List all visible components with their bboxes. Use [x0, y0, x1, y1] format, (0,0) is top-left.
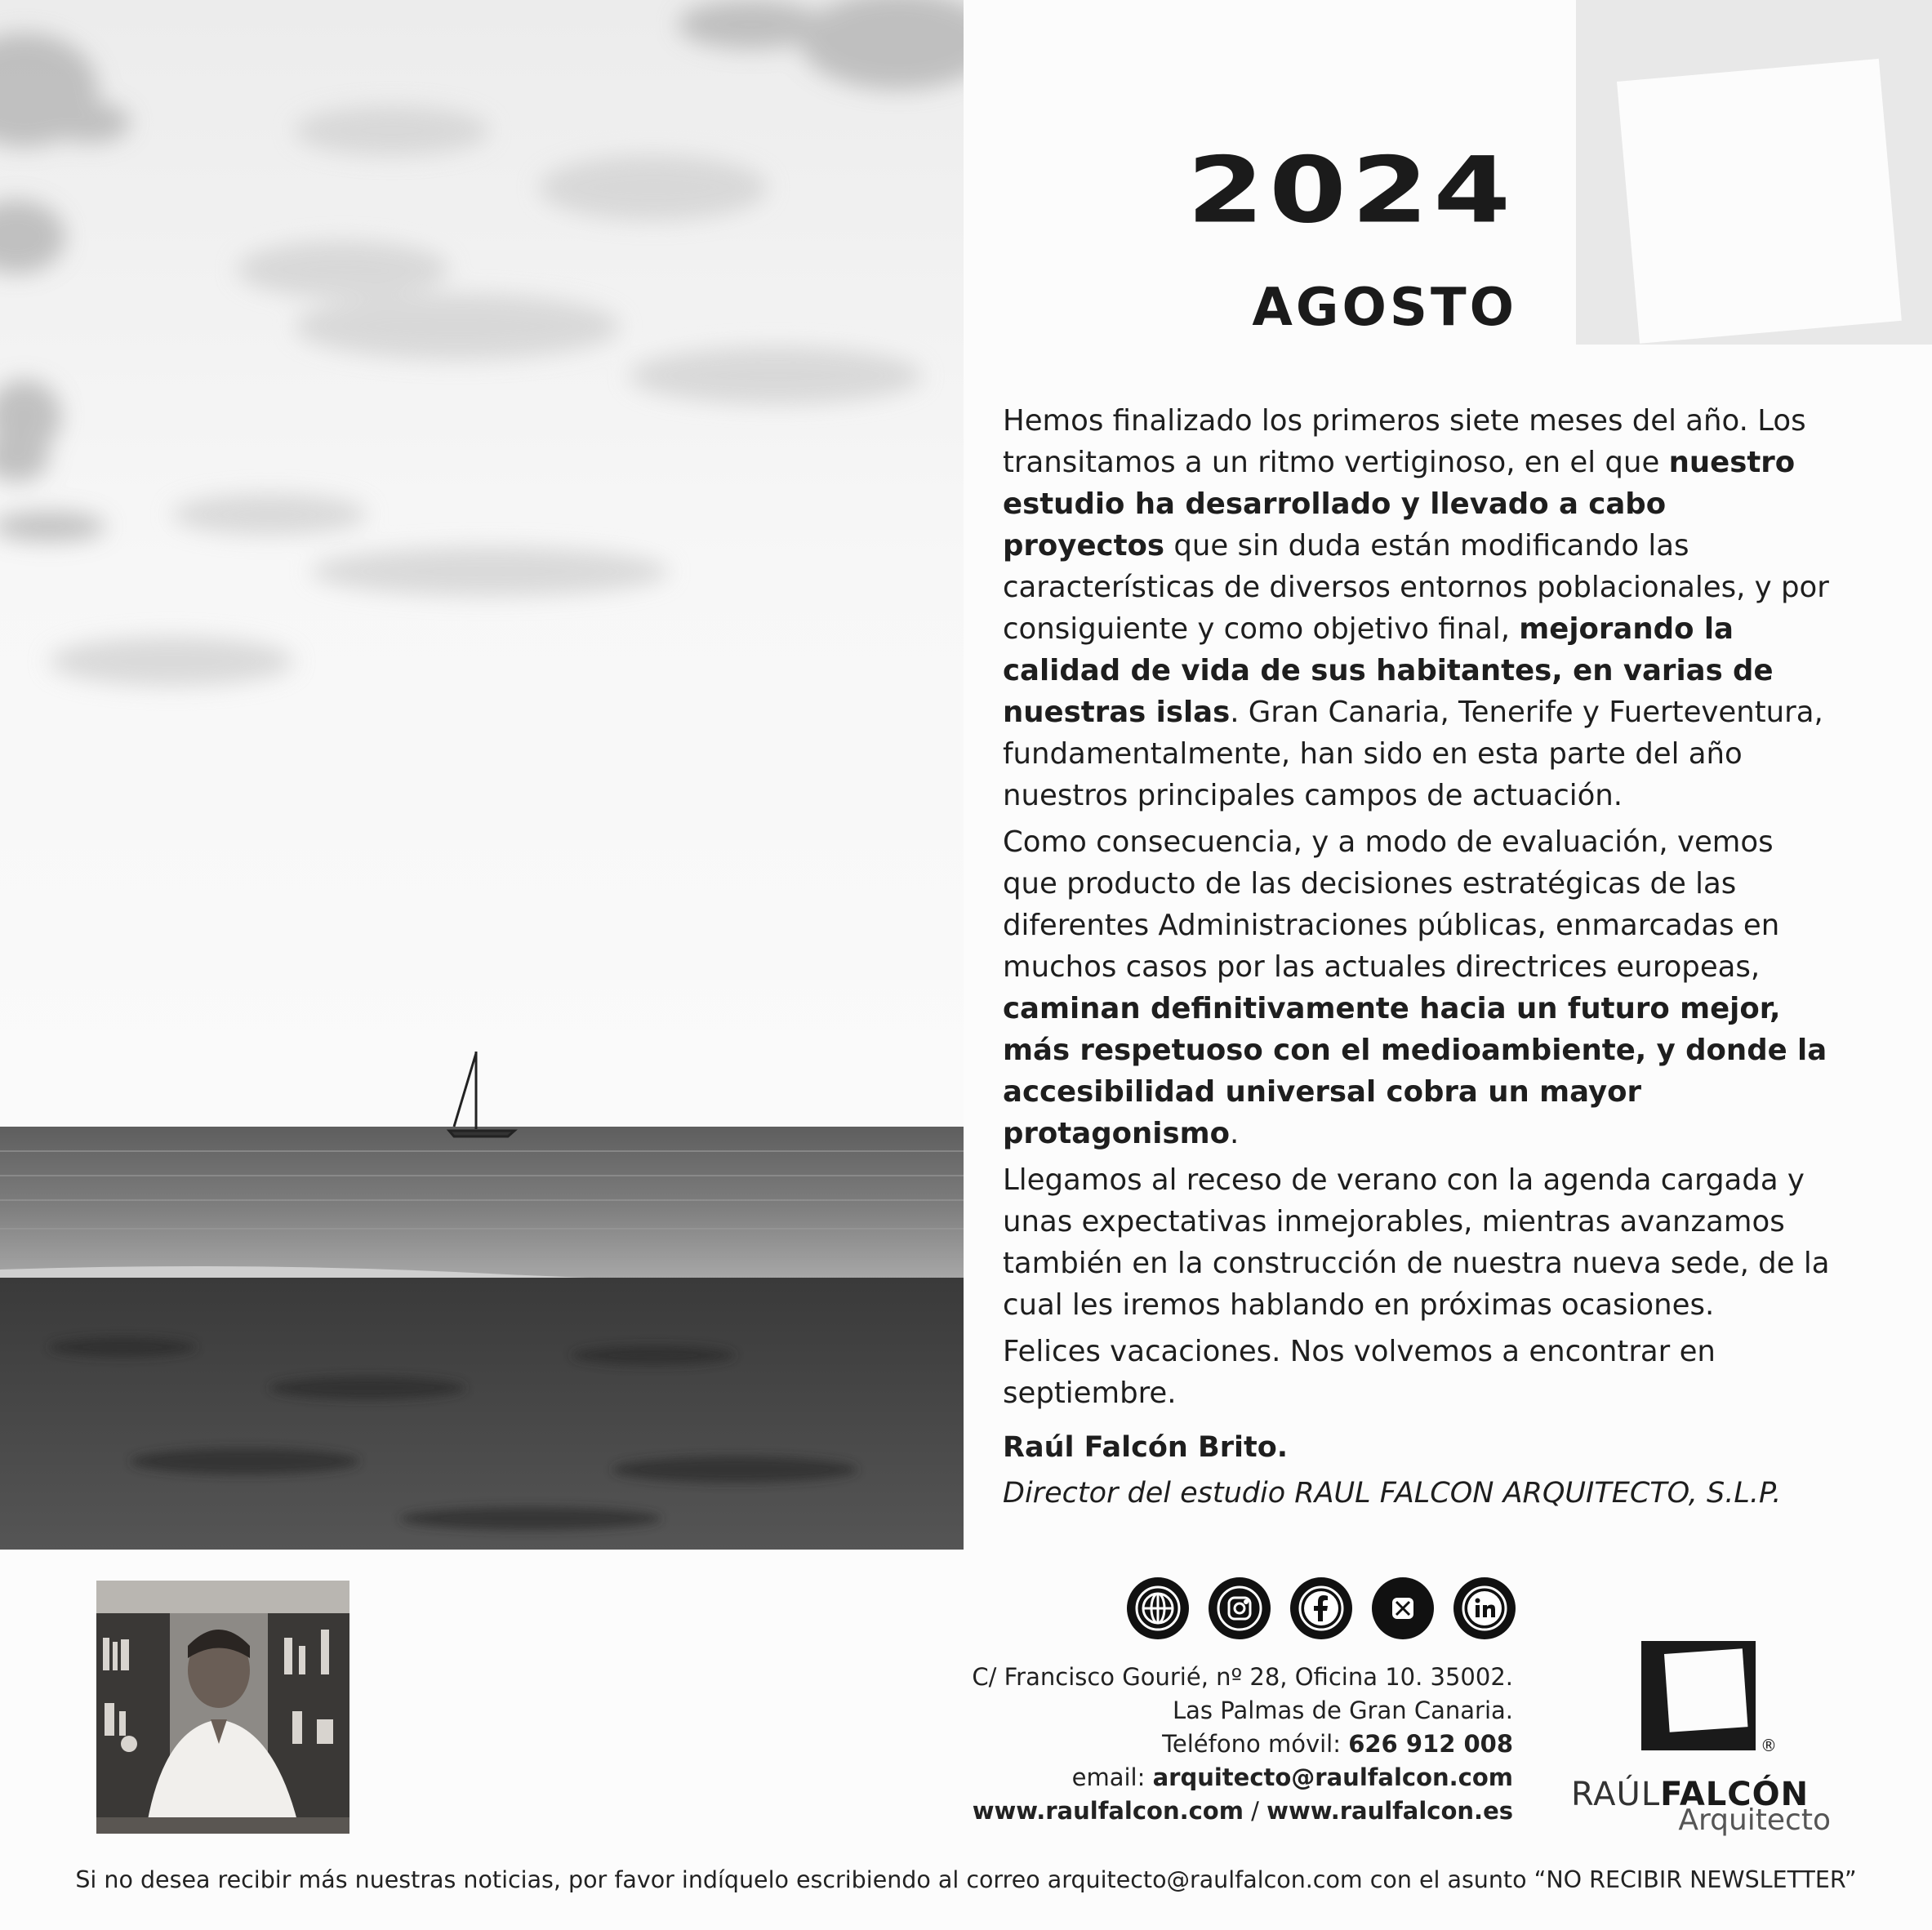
phone-number[interactable]: 626 912 008: [1348, 1730, 1513, 1758]
unsubscribe-notice: Si no desea recibir más nuestras noticias, por favor indíquelo escribiendo al correo arquitecto@raulfalcon.com con el asunto “NO RECIBIR NEWSLETTER”: [75, 1866, 1857, 1893]
signature-name: Raúl Falcón Brito.: [1003, 1431, 1289, 1464]
corner-decoration: [1576, 0, 1932, 345]
email-link[interactable]: arquitecto@raulfalcon.com: [1152, 1763, 1513, 1791]
year-heading: 2024: [1186, 137, 1516, 244]
author-portrait: [96, 1581, 349, 1834]
paragraph-4: Felices vacaciones. Nos volvemos a encontrar en septiembre.: [1003, 1335, 1716, 1410]
paragraph-3: Llegamos al receso de verano con la agenda cargada y unas expectativas inmejorables, mientras avanzamos también en la construcción de nuestra nueva sede, de la cual les iremos hablando en próximas ocasiones.: [1003, 1163, 1830, 1322]
instagram-icon[interactable]: [1209, 1577, 1271, 1639]
signature-role: Director del estudio RAUL FALCON ARQUITECTO, S.L.P.: [1003, 1477, 1782, 1510]
logo-icon: [1641, 1641, 1772, 1750]
newsletter-body: [1003, 400, 1836, 1419]
registered-mark: ®: [1761, 1736, 1777, 1755]
website-link-com[interactable]: www.raulfalcon.com: [972, 1797, 1244, 1825]
social-links: [1127, 1577, 1516, 1639]
globe-icon[interactable]: [1127, 1577, 1189, 1639]
logo-wordmark: RAÚLFALCÓN: [1571, 1776, 1810, 1813]
paragraph-2: Como consecuencia, y a modo de evaluación, vemos que producto de las decisiones estratégicas de las diferentes Administraciones públicas, enmarcadas en muchos casos por las actuales directrices europeas, caminan definitivamente hacia un futuro mejor, más respetuoso con el medioambiente, y donde la accesibilidad universal cobra un mayor protagonismo.: [1003, 825, 1827, 1150]
beach-photo: [0, 0, 964, 1550]
website-link-es[interactable]: www.raulfalcon.es: [1266, 1797, 1513, 1825]
address-line-1: C/ Francisco Gourié, nº 28, Oficina 10. 35002.: [972, 1663, 1513, 1691]
facebook-icon[interactable]: [1290, 1577, 1352, 1639]
x-icon[interactable]: [1372, 1577, 1434, 1639]
linkedin-icon[interactable]: [1453, 1577, 1516, 1639]
signature: [1003, 1425, 1781, 1516]
logo-subtitle: Arquitecto: [1678, 1803, 1831, 1837]
address-line-2: Las Palmas de Gran Canaria.: [1173, 1697, 1513, 1724]
web-line: www.raulfalcon.com / www.raulfalcon.es: [972, 1797, 1513, 1825]
phone-line: Teléfono móvil: 626 912 008: [1162, 1730, 1513, 1758]
paragraph-1: Hemos finalizado los primeros siete meses del año. Los transitamos a un ritmo vertiginoso, en el que nuestro estudio ha desarrollado y llevado a cabo proyectos que sin duda están modificando las características de diversos entornos poblacionales, y por consiguiente y como objetivo final, mejorando la calidad de vida de sus habitantes, en varias de nuestras islas. Gran Canaria, Tenerife y Fuerteventura, fundamentalmente, han sido en esta parte del año nuestros principales campos de actuación.: [1003, 404, 1829, 812]
email-line: email: arquitecto@raulfalcon.com: [1071, 1763, 1513, 1791]
contact-info: [972, 1661, 1513, 1828]
month-heading: AGOSTO: [1252, 278, 1517, 338]
